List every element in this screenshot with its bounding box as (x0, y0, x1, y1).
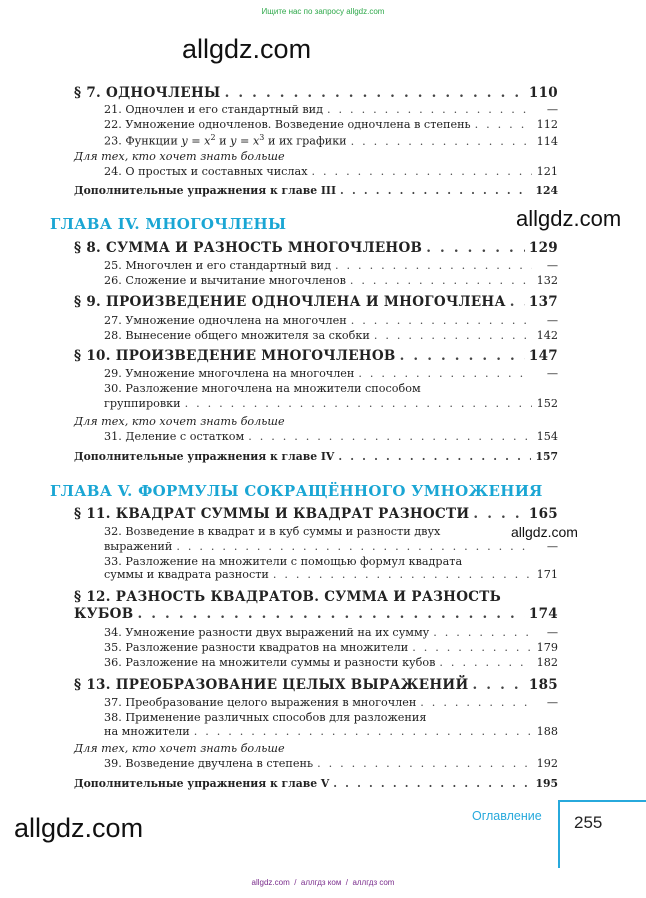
toc-page: — (546, 103, 558, 116)
toc-page: 195 (535, 777, 558, 790)
toc-page: — (546, 540, 558, 553)
toc-title: группировки (104, 397, 181, 410)
toc-title: § 7. ОДНОЧЛЕНЫ (74, 85, 221, 101)
toc-title: 26. Сложение и вычитание многочленов (104, 274, 346, 287)
toc-page: 188 (536, 725, 558, 738)
toc-item-30[interactable] (104, 397, 558, 410)
page-number: 255 (574, 813, 603, 832)
toc-page: 154 (536, 430, 558, 443)
toc-page: 192 (536, 757, 558, 770)
toc-page: 110 (528, 85, 558, 101)
toc-section-12-line1[interactable]: § 12. РАЗНОСТЬ КВАДРАТОВ. СУММА И РАЗНОСТЬ (74, 589, 502, 605)
toc-item-38[interactable] (104, 725, 558, 738)
toc-item-26[interactable] (104, 274, 558, 287)
toc-page: — (546, 696, 558, 709)
toc-title: 28. Вынесение общего множителя за скобки (104, 329, 370, 342)
toc-item-31[interactable] (104, 430, 558, 443)
toc-title: 29. Умножение многочлена на многочлен (104, 367, 355, 380)
footer-divider (558, 800, 646, 802)
toc-item-23[interactable] (104, 133, 558, 148)
toc-page: 147 (528, 348, 558, 364)
toc-title: 35. Разложение разности квадратов на множители (104, 641, 409, 654)
extra-reading-note: Для тех, кто хочет знать больше (74, 415, 285, 428)
toc-page: — (546, 259, 558, 272)
toc-title: Дополнительные упражнения к главе V (74, 777, 330, 790)
toc-section-9[interactable] (74, 294, 558, 310)
toc-section-11[interactable] (74, 506, 558, 522)
toc-title: 21. Одночлен и его стандартный вид (104, 103, 324, 116)
toc-page: 137 (528, 294, 558, 310)
toc-title: 31. Деление с остатком (104, 430, 245, 443)
toc-section-8[interactable] (74, 240, 558, 256)
watermark: allgdz.com (182, 34, 312, 64)
toc-title: на множители (104, 725, 190, 738)
toc-page: 152 (536, 397, 558, 410)
toc-page: 157 (535, 450, 558, 463)
toc-page: 132 (536, 274, 558, 287)
toc-page: — (546, 314, 558, 327)
toc-item-36[interactable] (104, 656, 558, 669)
chapter-5-heading[interactable]: ГЛАВА V. ФОРМУЛЫ СОКРАЩЁННОГО УМНОЖЕНИЯ (50, 482, 543, 500)
toc-title: § 13. ПРЕОБРАЗОВАНИЕ ЦЕЛЫХ ВЫРАЖЕНИЙ (74, 677, 469, 693)
footer-links[interactable]: allgdz.com / аллгдз ком / аллгдз com (251, 878, 395, 887)
toc-section-10[interactable] (74, 348, 558, 364)
search-hint[interactable]: Ищите нас по запросу allgdz.com (261, 7, 385, 16)
toc-item-32[interactable] (104, 540, 558, 553)
toc-title: § 8. СУММА И РАЗНОСТЬ МНОГОЧЛЕНОВ (74, 240, 423, 256)
toc-item-32-line1[interactable]: 32. Возведение в квадрат и в куб суммы и разности двух (104, 525, 441, 538)
toc-extra-exercises-5[interactable] (74, 777, 558, 790)
toc-item-33-line1[interactable]: 33. Разложение на множители с помощью формул квадрата (104, 555, 463, 568)
watermark: allgdz.com (511, 524, 578, 540)
toc-title: § 9. ПРОИЗВЕДЕНИЕ ОДНОЧЛЕНА И МНОГОЧЛЕНА (74, 294, 506, 310)
watermark: allgdz.com (516, 206, 622, 231)
toc-section-7[interactable] (74, 85, 558, 101)
toc-item-25[interactable] (104, 259, 558, 272)
toc-item-37[interactable] (104, 696, 558, 709)
toc-page: 121 (536, 165, 558, 178)
toc-title: § 10. ПРОИЗВЕДЕНИЕ МНОГОЧЛЕНОВ (74, 348, 396, 364)
toc-section-12[interactable] (74, 606, 558, 622)
watermark: allgdz.com (14, 813, 144, 843)
toc-title: 27. Умножение одночлена на многочлен (104, 314, 347, 327)
toc-page: 185 (528, 677, 558, 693)
toc-page: 165 (528, 506, 558, 522)
toc-page: 182 (536, 656, 558, 669)
toc-item-27[interactable] (104, 314, 558, 327)
toc-title: 39. Возведение двучлена в степень (104, 757, 314, 770)
toc-title: выражений (104, 540, 173, 553)
toc-page: 179 (536, 641, 558, 654)
toc-item-30-line1[interactable]: 30. Разложение многочлена на множители способом (104, 382, 421, 395)
chapter-4-heading[interactable]: ГЛАВА IV. МНОГОЧЛЕНЫ (50, 215, 287, 233)
toc-page: 174 (528, 606, 558, 622)
footer-divider (558, 800, 560, 868)
toc-title: Дополнительные упражнения к главе IV (74, 450, 335, 463)
toc-title: 23. Функции $y = x^2$ и $y = x^3$ и их графики (104, 133, 347, 148)
toc-item-33[interactable] (104, 568, 558, 581)
toc-page: 171 (536, 568, 558, 581)
toc-title: 25. Многочлен и его стандартный вид (104, 259, 332, 272)
toc-item-39[interactable] (104, 757, 558, 770)
footer-section-title: Оглавление (472, 809, 542, 823)
toc-item-21[interactable] (104, 103, 558, 116)
toc-section-13[interactable] (74, 677, 558, 693)
toc-page: 112 (536, 118, 558, 131)
toc-item-22[interactable] (104, 118, 558, 131)
toc-item-35[interactable] (104, 641, 558, 654)
toc-page: 142 (536, 329, 558, 342)
toc-item-24[interactable] (104, 165, 558, 178)
toc-title: Дополнительные упражнения к главе III (74, 184, 337, 197)
toc-title: суммы и квадрата разности (104, 568, 269, 581)
toc-title: 22. Умножение одночленов. Возведение одночлена в степень (104, 118, 471, 131)
extra-reading-note: Для тех, кто хочет знать больше (74, 150, 285, 163)
toc-extra-exercises-3[interactable] (74, 184, 558, 197)
toc-item-34[interactable] (104, 626, 558, 639)
toc-item-38-line1[interactable]: 38. Применение различных способов для разложения (104, 711, 427, 724)
toc-title: 34. Умножение разности двух выражений на их сумму (104, 626, 430, 639)
toc-title: 36. Разложение на множители суммы и разности кубов (104, 656, 436, 669)
toc-item-28[interactable] (104, 329, 558, 342)
toc-page: — (546, 367, 558, 380)
toc-title: КУБОВ (74, 606, 134, 622)
toc-item-29[interactable] (104, 367, 558, 380)
extra-reading-note: Для тех, кто хочет знать больше (74, 742, 285, 755)
toc-title: 24. О простых и составных числах (104, 165, 308, 178)
toc-page: 129 (528, 240, 558, 256)
toc-extra-exercises-4[interactable] (74, 450, 558, 463)
toc-title: § 11. КВАДРАТ СУММЫ И КВАДРАТ РАЗНОСТИ (74, 506, 470, 522)
toc-page: 114 (536, 134, 558, 148)
toc-title: 37. Преобразование целого выражения в многочлен (104, 696, 417, 709)
toc-page: — (546, 626, 558, 639)
toc-page: 124 (535, 184, 558, 197)
